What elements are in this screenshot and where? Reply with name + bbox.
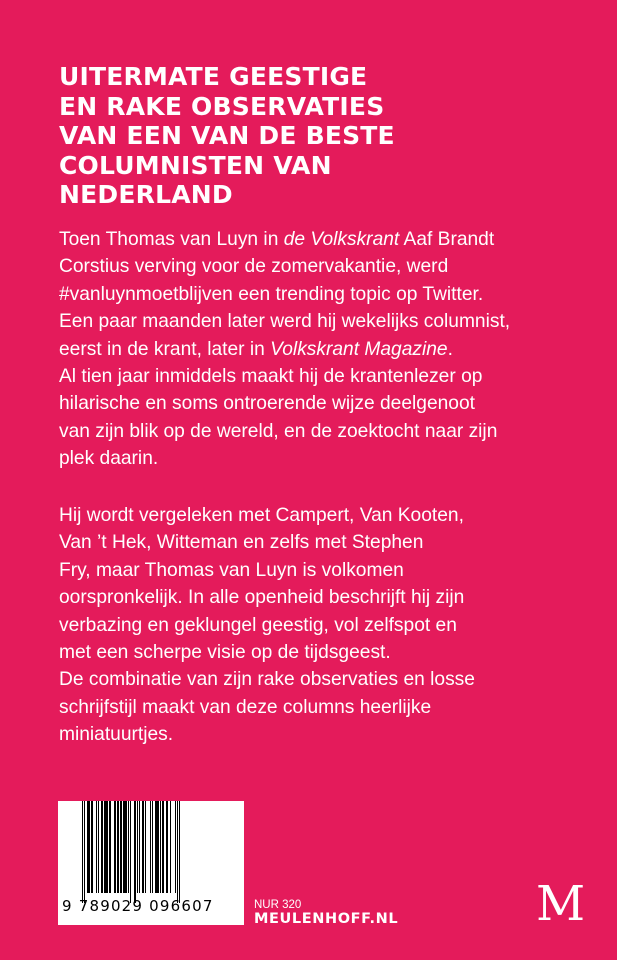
headline-line: VAN EEN VAN DE BESTE [59, 121, 395, 150]
headline-line: EN RAKE OBSERVATIES [59, 91, 385, 121]
headline-line: UITERMATE GEESTIGE [59, 62, 368, 91]
text-line [59, 226, 599, 253]
text-line: Een paar maanden later werd hij wekelijks columnist, [59, 311, 511, 333]
text-run: Toen Thomas van Luyn in [59, 229, 284, 250]
italic-title: Volkskrant Magazine [270, 338, 448, 360]
text-line: hilarische en soms ontroerende wijze deelgenoot [59, 393, 475, 415]
text-line: De combinatie van zijn rake observaties en losse [59, 669, 475, 691]
text-line: oorspronkelijk. In alle openheid beschrijft hij zijn [59, 587, 465, 609]
text-run: . [447, 338, 453, 360]
publisher-url: MEULENHOFF.NL [254, 911, 399, 927]
meulenhoff-logo-icon: M [536, 876, 586, 932]
headline-line: NEDERLAND [59, 180, 233, 209]
text-line: miniatuurtjes. [59, 724, 174, 746]
headline-line: COLUMNISTEN VAN [59, 150, 332, 180]
text-line [59, 336, 599, 363]
text-run: Aaf Brandt [399, 229, 495, 250]
text-run: eerst in de krant, later in [59, 338, 271, 360]
text-line: met een scherpe visie op de tijdsgeest. [59, 642, 391, 664]
blurb-paragraph-2 [59, 502, 599, 749]
text-line: Fry, maar Thomas van Luyn is volkomen [59, 559, 404, 581]
barcode-bars [82, 801, 228, 903]
text-line: van zijn blik op de wereld, en de zoektocht naar zijn [59, 420, 498, 442]
text-line: plek daarin. [59, 448, 159, 470]
text-line: Van ’t Hek, Witteman en zelfs met Stephen [59, 532, 424, 554]
blurb-paragraph-1 [59, 226, 599, 473]
text-line: Al tien jaar inmiddels maakt hij de krantenlezer op [59, 366, 483, 388]
text-line: verbazing en geklungel geestig, vol zelfspot en [59, 614, 457, 636]
text-line: #vanluynmoetblijven een trending topic op Twitter. [59, 283, 484, 305]
isbn-barcode [58, 801, 244, 925]
barcode-digits: 9 789029 096607 [62, 897, 214, 915]
italic-title: de Volkskrant [283, 229, 400, 250]
text-line: schrijfstijl maakt van deze columns heerlijke [59, 696, 432, 718]
text-line: Corstius verving voor de zomervakantie, werd [59, 256, 449, 278]
text-line: Hij wordt vergeleken met Campert, Van Kooten, [59, 505, 464, 526]
headline [59, 62, 579, 210]
nur-code: NUR 320 [254, 899, 302, 911]
